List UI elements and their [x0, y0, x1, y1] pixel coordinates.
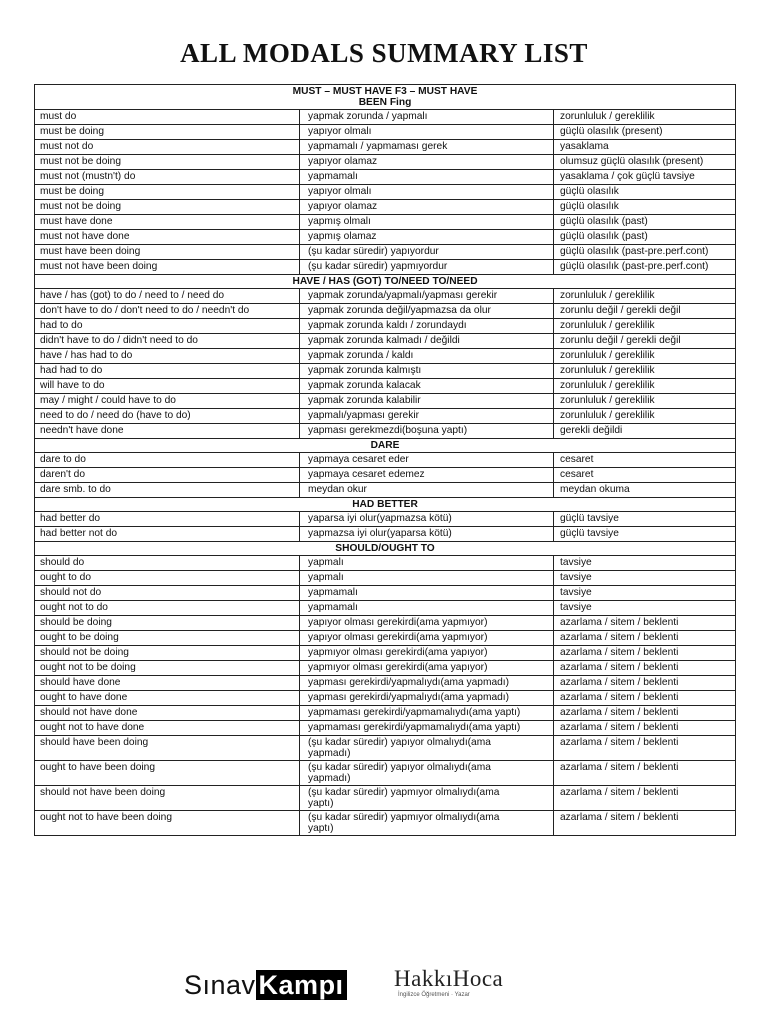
turkish-meaning-cell: yapması gerekirdi/yapmalıydı(ama yapmadı) [300, 691, 554, 706]
usage-cell: cesaret [554, 453, 736, 468]
table-row [35, 661, 736, 676]
modal-form-cell: must not be doing [35, 155, 300, 170]
table-row [35, 453, 736, 468]
usage-cell: olumsuz güçlü olasılık (present) [554, 155, 736, 170]
usage-cell: cesaret [554, 468, 736, 483]
modal-form-cell: should have been doing [35, 736, 300, 761]
turkish-meaning-cell: yapmalı [300, 571, 554, 586]
table-row [35, 736, 736, 761]
table-row [35, 811, 736, 836]
usage-cell: azarlama / sitem / beklenti [554, 616, 736, 631]
usage-cell: meydan okuma [554, 483, 736, 498]
turkish-meaning-cell: yapıyor olamaz [300, 155, 554, 170]
turkish-meaning-cell: yapmak zorunda/yapmalı/yapması gerekir [300, 289, 554, 304]
turkish-meaning-cell: yapmak zorunda kalacak [300, 379, 554, 394]
usage-cell: tavsiye [554, 571, 736, 586]
table-row [35, 170, 736, 185]
turkish-meaning-cell: yapmış olmalı [300, 215, 554, 230]
modal-form-cell: dare smb. to do [35, 483, 300, 498]
section-header-row [35, 498, 736, 512]
usage-cell: zorunluluk / gereklilik [554, 289, 736, 304]
table-row [35, 691, 736, 706]
turkish-meaning-cell: yapması gerekirdi/yapmalıydı(ama yapmadı) [300, 676, 554, 691]
modal-form-cell: may / might / could have to do [35, 394, 300, 409]
turkish-meaning-cell: yapmak zorunda kaldı / zorundaydı [300, 319, 554, 334]
table-row [35, 304, 736, 319]
sinavkampi-logo [184, 970, 347, 1000]
usage-cell: azarlama / sitem / beklenti [554, 786, 736, 811]
modal-form-cell: had had to do [35, 364, 300, 379]
modal-form-cell: ought not to do [35, 601, 300, 616]
turkish-meaning-cell: yapmamalı [300, 586, 554, 601]
table-row [35, 230, 736, 245]
table-row [35, 483, 736, 498]
table-row [35, 200, 736, 215]
turkish-meaning-cell: yapıyor olamaz [300, 200, 554, 215]
table-row [35, 761, 736, 786]
turkish-meaning-cell: yapmamalı [300, 601, 554, 616]
section-header: SHOULD/OUGHT TO [35, 542, 736, 556]
modal-form-cell: should do [35, 556, 300, 571]
modal-form-cell: ought to do [35, 571, 300, 586]
usage-cell: zorunluluk / gereklilik [554, 364, 736, 379]
turkish-meaning-cell: yapması gerekmezdi(boşuna yaptı) [300, 424, 554, 439]
table-row [35, 631, 736, 646]
section-header: HAD BETTER [35, 498, 736, 512]
modal-form-cell: should be doing [35, 616, 300, 631]
usage-cell: azarlama / sitem / beklenti [554, 761, 736, 786]
section-header: HAVE / HAS (GOT) TO/NEED TO/NEED [35, 275, 736, 289]
table-row [35, 394, 736, 409]
usage-cell: azarlama / sitem / beklenti [554, 691, 736, 706]
modal-form-cell: had better not do [35, 527, 300, 542]
table-row [35, 155, 736, 170]
turkish-meaning-cell: (şu kadar süredir) yapıyor olmalıydı(ama yapmadı) [300, 761, 554, 786]
table-row [35, 409, 736, 424]
usage-cell: zorunluluk / gereklilik [554, 110, 736, 125]
modal-form-cell: needn't have done [35, 424, 300, 439]
modal-form-cell: must not do [35, 140, 300, 155]
table-row [35, 110, 736, 125]
usage-cell: zorunlu değil / gerekli değil [554, 334, 736, 349]
turkish-meaning-cell: yaparsa iyi olur(yapmazsa kötü) [300, 512, 554, 527]
page-title: ALL MODALS SUMMARY LIST [180, 38, 588, 68]
section-header: MUST – MUST HAVE F3 – MUST HAVE BEEN Fing [35, 85, 736, 110]
usage-cell: gerekli değildi [554, 424, 736, 439]
turkish-meaning-cell: yapıyor olması gerekirdi(ama yapmıyor) [300, 616, 554, 631]
usage-cell: güçlü olasılık [554, 185, 736, 200]
table-row [35, 527, 736, 542]
table-row [35, 706, 736, 721]
turkish-meaning-cell: (şu kadar süredir) yapıyor olmalıydı(ama yapmadı) [300, 736, 554, 761]
table-row [35, 319, 736, 334]
modal-form-cell: ought to be doing [35, 631, 300, 646]
modal-form-cell: had better do [35, 512, 300, 527]
usage-cell: güçlü tavsiye [554, 527, 736, 542]
modal-form-cell: have / has (got) to do / need to / need do [35, 289, 300, 304]
section-header-row [35, 275, 736, 289]
modal-form-cell: ought not to be doing [35, 661, 300, 676]
table-row [35, 556, 736, 571]
turkish-meaning-cell: yapmazsa iyi olur(yaparsa kötü) [300, 527, 554, 542]
table-row [35, 125, 736, 140]
logo-text-part1: Sınav [184, 970, 256, 1000]
usage-cell: güçlü olasılık (past) [554, 230, 736, 245]
turkish-meaning-cell: yapmak zorunda / yapmalı [300, 110, 554, 125]
usage-cell: azarlama / sitem / beklenti [554, 721, 736, 736]
usage-cell: tavsiye [554, 556, 736, 571]
turkish-meaning-cell: yapmak zorunda kalabilir [300, 394, 554, 409]
footer [0, 966, 768, 1006]
turkish-meaning-cell: yapmaması gerekirdi/yapmamalıydı(ama yaptı) [300, 706, 554, 721]
usage-cell: zorunlu değil / gerekli değil [554, 304, 736, 319]
table-row [35, 245, 736, 260]
usage-cell: zorunluluk / gereklilik [554, 349, 736, 364]
table-row [35, 721, 736, 736]
turkish-meaning-cell: yapıyor olmalı [300, 185, 554, 200]
usage-cell: zorunluluk / gereklilik [554, 379, 736, 394]
turkish-meaning-cell: yapıyor olması gerekirdi(ama yapmıyor) [300, 631, 554, 646]
turkish-meaning-cell: yapmalı/yapması gerekir [300, 409, 554, 424]
turkish-meaning-cell: yapmaması gerekirdi/yapmamalıydı(ama yaptı) [300, 721, 554, 736]
table-row [35, 215, 736, 230]
usage-cell: azarlama / sitem / beklenti [554, 661, 736, 676]
usage-cell: yasaklama / çok güçlü tavsiye [554, 170, 736, 185]
modal-form-cell: must have been doing [35, 245, 300, 260]
modal-form-cell: don't have to do / don't need to do / needn't do [35, 304, 300, 319]
usage-cell: azarlama / sitem / beklenti [554, 676, 736, 691]
usage-cell: güçlü olasılık [554, 200, 736, 215]
turkish-meaning-cell: yapmamalı [300, 170, 554, 185]
logo2-main-text: HakkıHoca [394, 966, 504, 991]
modal-form-cell: must do [35, 110, 300, 125]
modal-form-cell: should not be doing [35, 646, 300, 661]
turkish-meaning-cell: yapmaya cesaret eder [300, 453, 554, 468]
modal-form-cell: should not have done [35, 706, 300, 721]
turkish-meaning-cell: yapmak zorunda değil/yapmazsa da olur [300, 304, 554, 319]
usage-cell: zorunluluk / gereklilik [554, 319, 736, 334]
logo2-sub-text: İngilizce Öğretmeni · Yazar [398, 992, 470, 998]
section-header-row [35, 439, 736, 453]
modal-form-cell: ought not to have done [35, 721, 300, 736]
table-row [35, 646, 736, 661]
usage-cell: zorunluluk / gereklilik [554, 394, 736, 409]
section-header: DARE [35, 439, 736, 453]
table-row [35, 616, 736, 631]
table-row [35, 676, 736, 691]
usage-cell: güçlü olasılık (past) [554, 215, 736, 230]
usage-cell: yasaklama [554, 140, 736, 155]
usage-cell: azarlama / sitem / beklenti [554, 736, 736, 761]
modal-form-cell: need to do / need do (have to do) [35, 409, 300, 424]
table-row [35, 586, 736, 601]
modals-table-body [35, 85, 736, 836]
usage-cell: azarlama / sitem / beklenti [554, 646, 736, 661]
usage-cell: güçlü olasılık (present) [554, 125, 736, 140]
turkish-meaning-cell: (şu kadar süredir) yapıyordur [300, 245, 554, 260]
usage-cell: zorunluluk / gereklilik [554, 409, 736, 424]
modal-form-cell: daren't do [35, 468, 300, 483]
turkish-meaning-cell: yapmalı [300, 556, 554, 571]
turkish-meaning-cell: yapmıyor olması gerekirdi(ama yapıyor) [300, 661, 554, 676]
modal-form-cell: must not have done [35, 230, 300, 245]
turkish-meaning-cell: yapıyor olmalı [300, 125, 554, 140]
table-row [35, 601, 736, 616]
table-row [35, 424, 736, 439]
usage-cell: azarlama / sitem / beklenti [554, 631, 736, 646]
usage-cell: tavsiye [554, 586, 736, 601]
turkish-meaning-cell: yapmak zorunda kalmıştı [300, 364, 554, 379]
table-row [35, 260, 736, 275]
hakkihoca-logo [394, 966, 503, 998]
modal-form-cell: ought to have done [35, 691, 300, 706]
modal-form-cell: dare to do [35, 453, 300, 468]
turkish-meaning-cell: (şu kadar süredir) yapmıyor olmalıydı(ama yaptı) [300, 786, 554, 811]
modal-form-cell: should not do [35, 586, 300, 601]
table-row [35, 512, 736, 527]
table-row [35, 289, 736, 304]
modal-form-cell: didn't have to do / didn't need to do [35, 334, 300, 349]
usage-cell: güçlü olasılık (past-pre.perf.cont) [554, 260, 736, 275]
table-row [35, 571, 736, 586]
turkish-meaning-cell: yapmaya cesaret edemez [300, 468, 554, 483]
turkish-meaning-cell: yapmamalı / yapmaması gerek [300, 140, 554, 155]
modal-form-cell: should have done [35, 676, 300, 691]
section-header-row [35, 542, 736, 556]
turkish-meaning-cell: (şu kadar süredir) yapmıyor olmalıydı(ama yaptı) [300, 811, 554, 836]
turkish-meaning-cell: yapmıyor olması gerekirdi(ama yapıyor) [300, 646, 554, 661]
turkish-meaning-cell: yapmak zorunda kalmadı / değildi [300, 334, 554, 349]
table-row [35, 468, 736, 483]
usage-cell: azarlama / sitem / beklenti [554, 811, 736, 836]
modals-table-wrapper [34, 84, 735, 836]
table-row [35, 379, 736, 394]
modal-form-cell: must be doing [35, 185, 300, 200]
turkish-meaning-cell: yapmak zorunda / kaldı [300, 349, 554, 364]
table-row [35, 140, 736, 155]
modal-form-cell: ought not to have been doing [35, 811, 300, 836]
modal-form-cell: must not (mustn't) do [35, 170, 300, 185]
usage-cell: tavsiye [554, 601, 736, 616]
modals-table [34, 84, 736, 836]
modal-form-cell: must have done [35, 215, 300, 230]
modal-form-cell: will have to do [35, 379, 300, 394]
usage-cell: azarlama / sitem / beklenti [554, 706, 736, 721]
usage-cell: güçlü olasılık (past-pre.perf.cont) [554, 245, 736, 260]
turkish-meaning-cell: meydan okur [300, 483, 554, 498]
modal-form-cell: had to do [35, 319, 300, 334]
turkish-meaning-cell: (şu kadar süredir) yapmıyordur [300, 260, 554, 275]
table-row [35, 349, 736, 364]
table-row [35, 185, 736, 200]
table-row [35, 334, 736, 349]
modal-form-cell: must not be doing [35, 200, 300, 215]
modal-form-cell: must not have been doing [35, 260, 300, 275]
turkish-meaning-cell: yapmış olamaz [300, 230, 554, 245]
modal-form-cell: must be doing [35, 125, 300, 140]
modal-form-cell: should not have been doing [35, 786, 300, 811]
table-row [35, 786, 736, 811]
modal-form-cell: ought to have been doing [35, 761, 300, 786]
usage-cell: güçlü tavsiye [554, 512, 736, 527]
logo-text-part2: Kampı [256, 970, 347, 1000]
section-header-row [35, 85, 736, 110]
modal-form-cell: have / has had to do [35, 349, 300, 364]
table-row [35, 364, 736, 379]
